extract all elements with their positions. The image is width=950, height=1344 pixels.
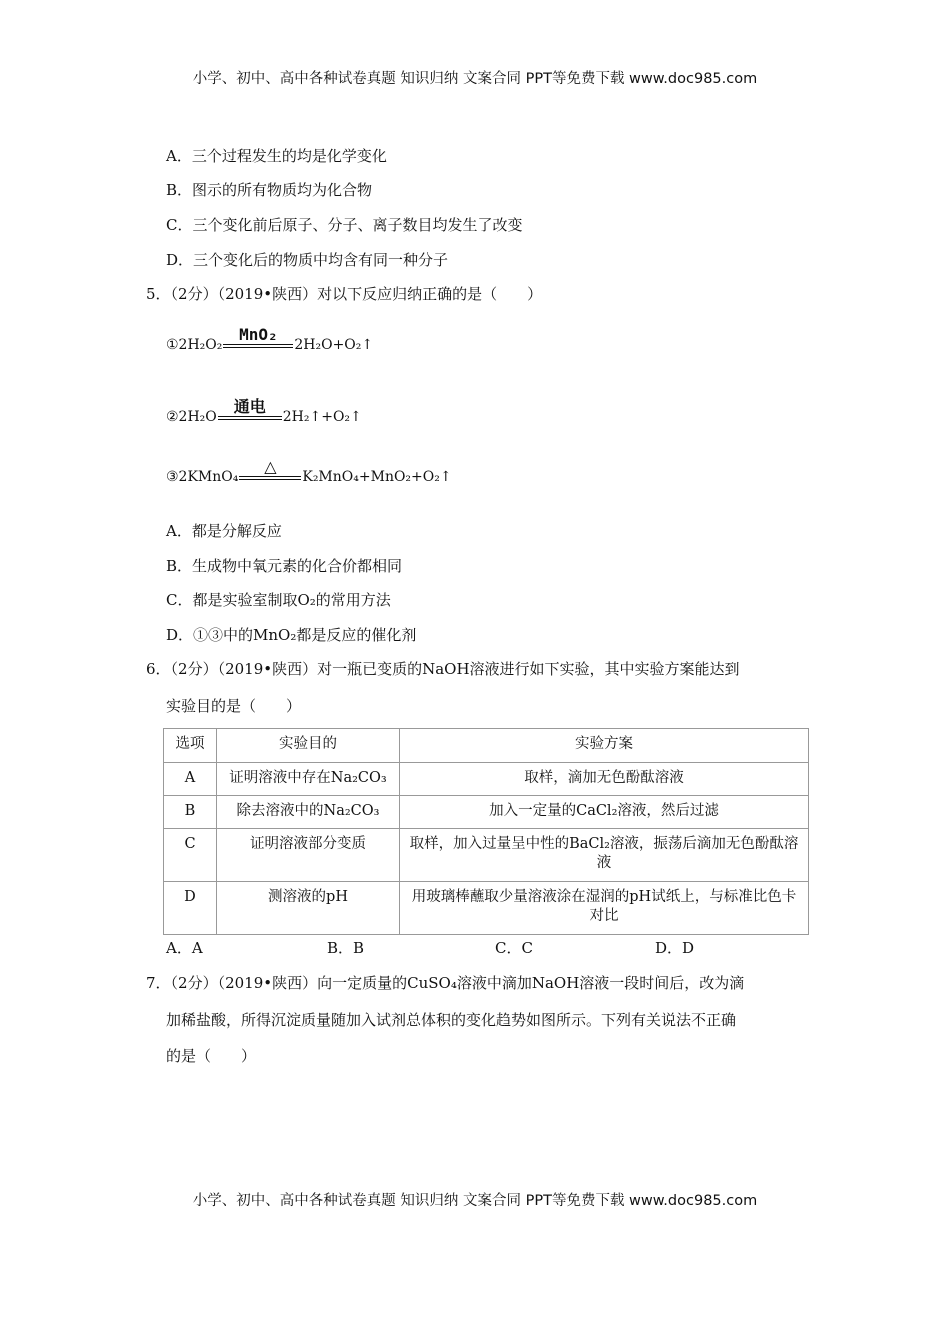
q5-stem: 5．（2分）（2019•陕西）对以下反应归纳正确的是（ ） — [146, 285, 543, 303]
experiment-table — [163, 728, 809, 935]
equation-2 — [166, 398, 362, 427]
eq3-double-line — [239, 476, 301, 480]
row-option: C — [164, 829, 217, 882]
eq3-condition: △ — [264, 457, 277, 476]
row-option: A — [164, 763, 217, 796]
eq1-double-line — [223, 344, 293, 348]
table-row — [164, 882, 809, 935]
q6-stem-line1: 6．（2分）（2019•陕西）对一瓶已变质的NaOH溶液进行如下实验，其中实验方案能达到 — [146, 660, 740, 678]
row-purpose: 证明溶液部分变质 — [217, 829, 400, 882]
q6-option-a: A．A — [166, 939, 203, 957]
q6-option-d: D．D — [655, 939, 695, 957]
row-plan: 用玻璃棒蘸取少量溶液涂在湿润的pH试纸上，与标准比色卡对比 — [400, 882, 809, 935]
q7-stem-line3: 的是（ ） — [166, 1047, 257, 1065]
q5-option-c: C．都是实验室制取O₂的常用方法 — [166, 591, 391, 609]
row-plan: 取样，加入过量呈中性的BaCl₂溶液，振荡后滴加无色酚酞溶液 — [400, 829, 809, 882]
q7-stem-line2: 加稀盐酸，所得沉淀质量随加入试剂总体积的变化趋势如图所示。下列有关说法不正确 — [166, 1011, 737, 1029]
eq3-left: ③2KMnO₄ — [166, 469, 239, 485]
equation-1 — [166, 326, 373, 355]
eq3-right: K₂MnO₄+MnO₂+O₂↑ — [302, 469, 452, 485]
eq1-right: 2H₂O+O₂↑ — [294, 337, 374, 353]
q5-option-a: A．都是分解反应 — [166, 522, 282, 540]
page-header: 小学、初中、高中各种试卷真题 知识归纳 文案合同 PPT等免费下载 www.doc985.com — [192, 71, 758, 87]
eq1-left: ①2H₂O₂ — [166, 337, 223, 353]
row-purpose: 证明溶液中存在Na₂CO₃ — [217, 763, 400, 796]
header-plan: 实验方案 — [400, 729, 809, 763]
eq1-condition: MnO₂ — [239, 325, 278, 344]
q4-option-a: A．三个过程发生的均是化学变化 — [166, 147, 387, 165]
eq2-right: 2H₂↑+O₂↑ — [282, 409, 362, 425]
header-option: 选项 — [164, 729, 217, 763]
page-footer: 小学、初中、高中各种试卷真题 知识归纳 文案合同 PPT等免费下载 www.doc985.com — [192, 1193, 758, 1209]
eq2-left: ②2H₂O — [166, 409, 217, 425]
header-purpose: 实验目的 — [217, 729, 400, 763]
q6-option-b: B．B — [327, 939, 365, 957]
table-row — [164, 763, 809, 796]
q5-option-d: D．①③中的MnO₂都是反应的催化剂 — [166, 626, 417, 644]
row-purpose: 测溶液的pH — [217, 882, 400, 935]
q6-stem-line2: 实验目的是（ ） — [166, 697, 302, 715]
row-option: D — [164, 882, 217, 935]
row-plan: 取样，滴加无色酚酞溶液 — [400, 763, 809, 796]
q6-option-c: C．C — [495, 939, 533, 957]
q7-stem-line1: 7．（2分）（2019•陕西）向一定质量的CuSO₄溶液中滴加NaOH溶液一段时间后，改为滴 — [146, 974, 745, 992]
q4-option-d: D．三个变化后的物质中均含有同一种分子 — [166, 251, 449, 269]
row-purpose: 除去溶液中的Na₂CO₃ — [217, 796, 400, 829]
row-option: B — [164, 796, 217, 829]
q4-option-c: C．三个变化前后原子、分子、离子数目均发生了改变 — [166, 216, 523, 234]
equation-3 — [166, 458, 452, 487]
row-plan: 加入一定量的CaCl₂溶液，然后过滤 — [400, 796, 809, 829]
eq2-condition: 通电 — [233, 397, 266, 416]
table-row — [164, 829, 809, 882]
table-row — [164, 796, 809, 829]
q5-option-b: B．生成物中氧元素的化合价都相同 — [166, 557, 403, 575]
table-header-row — [164, 729, 809, 763]
q4-option-b: B．图示的所有物质均为化合物 — [166, 181, 373, 199]
eq2-double-line — [218, 416, 282, 420]
